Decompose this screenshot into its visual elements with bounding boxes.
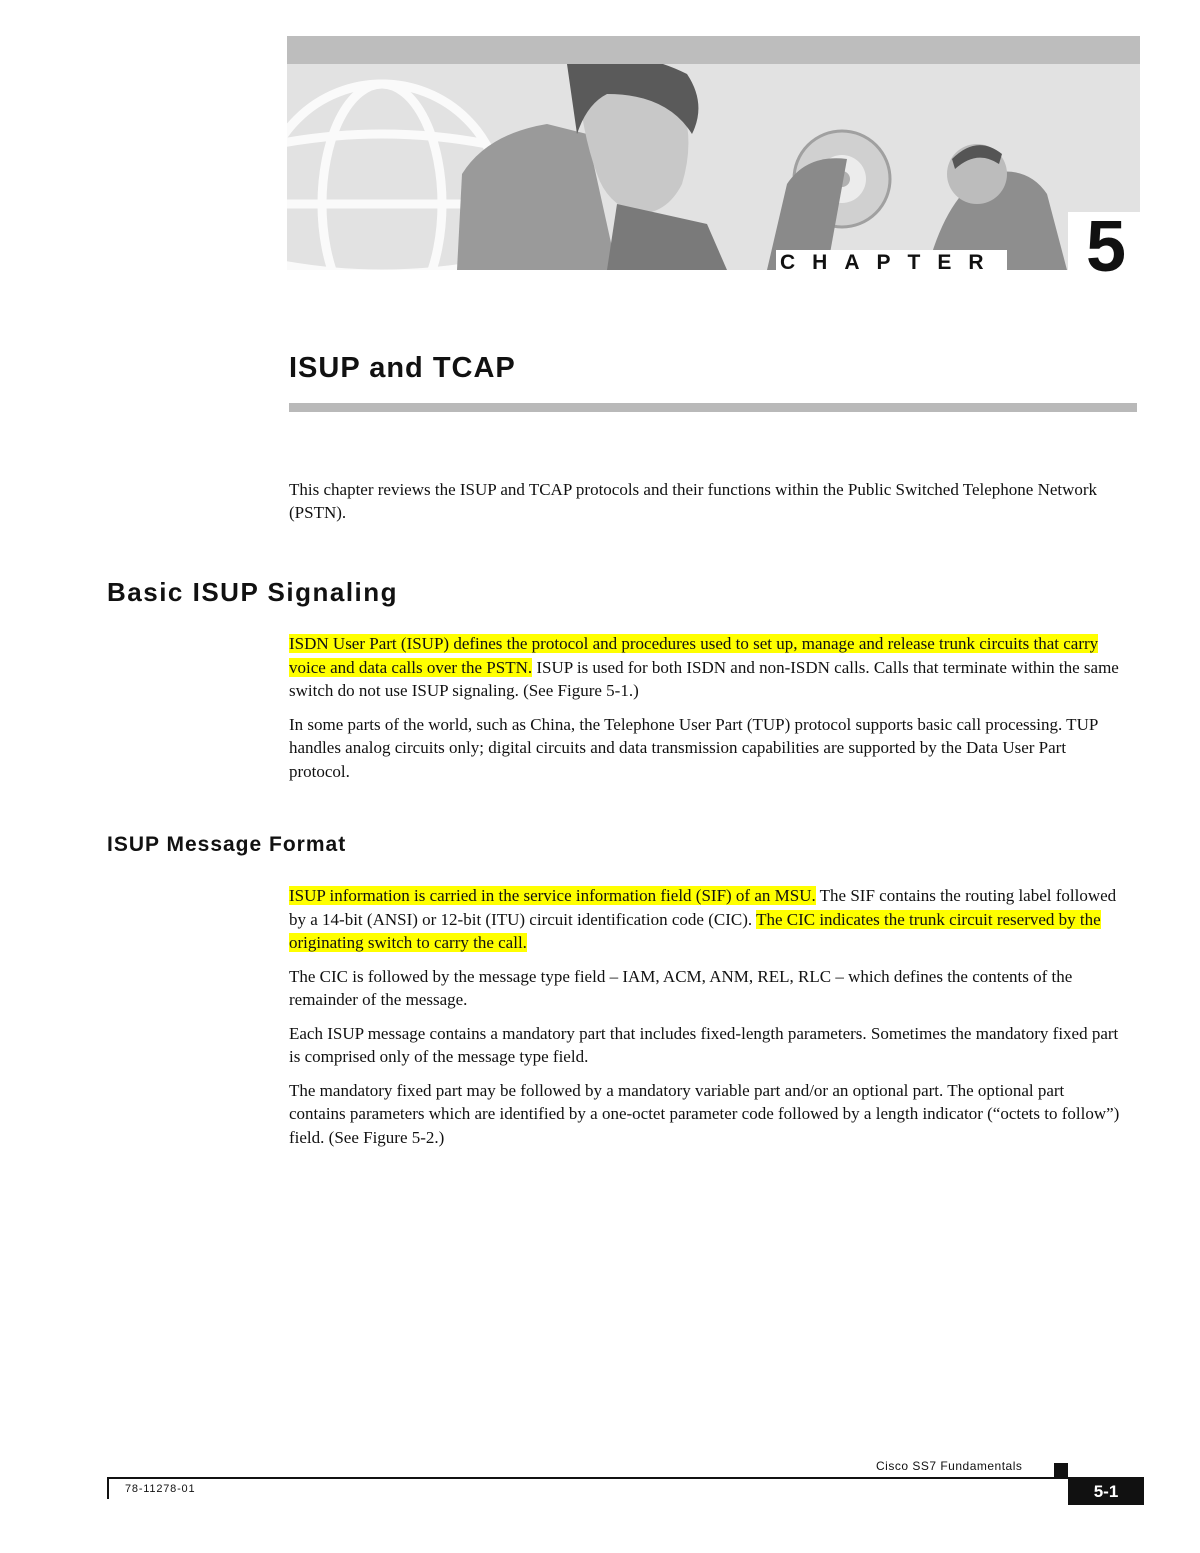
banner-illustration <box>287 64 1140 270</box>
paragraph-tup: In some parts of the world, such as China, the Telephone User Part (TUP) protocol supports basic call processing. TUP handles analog circuits only; digital circuits and data transmission capabilities are supported by the Data User Part protocol. <box>289 714 1098 781</box>
footer-marker <box>1054 1463 1068 1477</box>
paragraph-sif <box>289 884 1124 955</box>
footer-tick <box>107 1477 109 1499</box>
banner-top-bar <box>287 36 1140 64</box>
page-number: 5-1 <box>1068 1479 1144 1505</box>
chapter-banner-image <box>287 36 1140 270</box>
paragraph-text: ISUP is used for both ISDN and non-ISDN calls. Calls that terminate within the same switch do not use ISUP signaling. (See Figure 5-1.) <box>289 657 1119 700</box>
intro-paragraph: This chapter reviews the ISUP and TCAP protocols and their functions within the Public Switched Telephone Network (PSTN). <box>289 480 1098 522</box>
person-left-graphic <box>457 64 727 270</box>
paragraph-cic: The CIC is followed by the message type field – IAM, ACM, ANM, REL, RLC – which defines the contents of the remainder of the message. <box>289 966 1073 1009</box>
chapter-label: CHAPTER <box>776 250 1007 276</box>
section-body-format <box>289 884 1124 1159</box>
chapter-number: 5 <box>1068 212 1144 282</box>
footer-rule <box>107 1477 1144 1479</box>
title-rule <box>289 403 1137 412</box>
highlighted-text: ISDN User Part (ISUP) defines the protocol and procedures used to set up, manage and release trunk circuits that carry voice and data calls over the PSTN. <box>289 634 1099 677</box>
chapter-title: ISUP and TCAP <box>289 352 516 384</box>
paragraph-text: The SIF contains the routing label followed by a 14-bit (ANSI) or 12-bit (ITU) circuit identification code (CIC). <box>289 886 1117 929</box>
paragraph-optional-part: The mandatory fixed part may be followed by a mandatory variable part and/or an optional part. The optional part contains parameters which are identified by a one-octet parameter code followed by a length indicator (“octets to follow”) field. (See Figure 5-2.) <box>289 1080 1120 1147</box>
section-body-basic <box>289 632 1124 793</box>
footer-book-title: Cisco SS7 Fundamentals <box>876 1459 1023 1473</box>
section-heading-isup-message-format: ISUP Message Format <box>107 833 347 856</box>
paragraph-isup-definition <box>289 632 1124 703</box>
highlighted-text: ISUP information is carried in the service information field (SIF) of an MSU. <box>289 886 816 905</box>
paragraph-mandatory-part: Each ISUP message contains a mandatory part that includes fixed-length parameters. Sometimes the mandatory fixed part is comprised only of the message type field. <box>289 1023 1119 1066</box>
footer-doc-number: 78-11278-01 <box>125 1483 196 1495</box>
section-heading-basic-isup-signaling: Basic ISUP Signaling <box>107 577 399 607</box>
highlighted-text: The CIC indicates the trunk circuit reserved by the originating switch to carry the call. <box>289 909 1101 952</box>
